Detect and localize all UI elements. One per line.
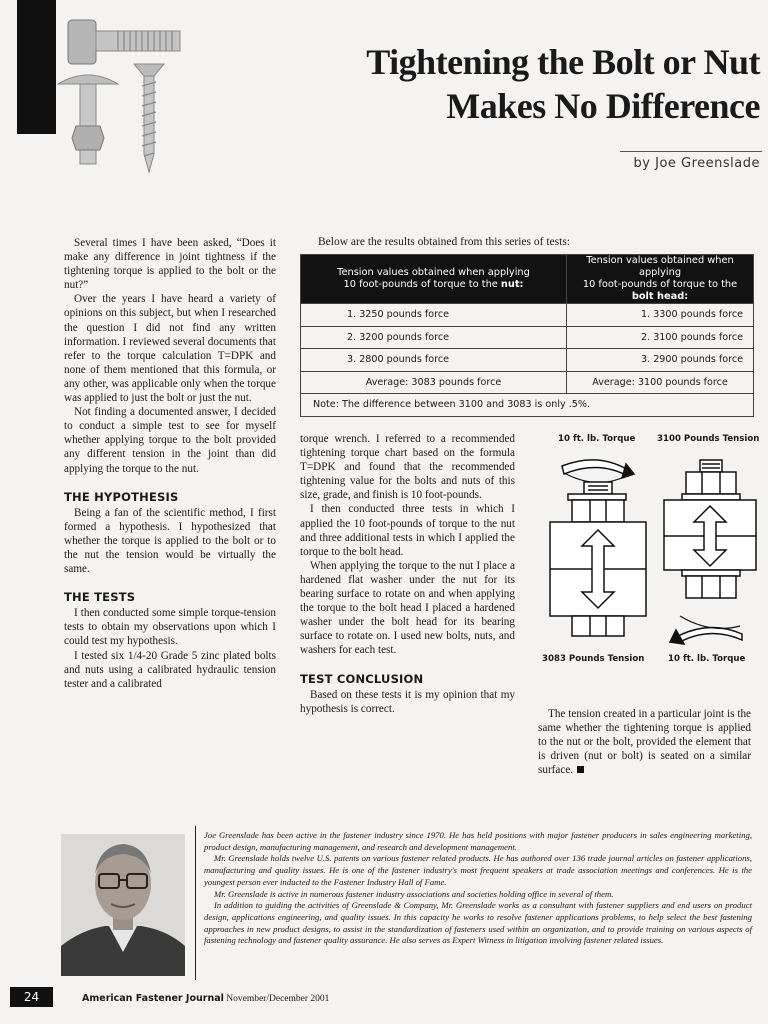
table-cell: 1. 3250 pounds force	[301, 304, 567, 327]
table-cell: 2. 3200 pounds force	[301, 326, 567, 349]
table-cell: 3. 2900 pounds force	[567, 349, 754, 372]
author-portrait-icon	[61, 834, 185, 976]
closing-paragraph: The tension created in a particular joint is the same whether the tightening torque is applied to the nut or the bolt, provided the element that is driven (nut or bolt) is seated on a similar surface.	[538, 708, 751, 777]
average-nut: Average: 3083 pounds force	[301, 371, 567, 394]
bio-paragraph: Joe Greenslade has been active in the fastener industry since 1970. He has held positions with major fastener producers in sales engineering marketing, product design, manufacturing management, and research and development management.	[204, 830, 752, 852]
bolt-joint-diagram-icon	[538, 430, 760, 670]
title-line-1: Tightening the Bolt or Nut	[366, 42, 760, 82]
paragraph: Based on these tests it is my opinion that my hypothesis is correct.	[300, 688, 515, 715]
label-tension-top: 3100 Pounds Tension	[657, 434, 760, 444]
end-of-article-icon	[577, 766, 584, 773]
label-torque-top: 10 ft. lb. Torque	[558, 434, 636, 444]
author-bio	[204, 830, 752, 947]
paragraph: torque wrench. I referred to a recommended tightening torque chart based on the formula T=DPK and found that the recommended tightening value for the bolts and nuts of this size, grade, and finish is 10 foot-pounds.	[300, 433, 515, 502]
paragraph: Not finding a documented answer, I decided to conduct a simple test to see for myself whether applying torque to the bolt provided any different tension in the joint than did applying the torque to the nut.	[64, 406, 276, 475]
header-black-bar	[17, 0, 56, 134]
fasteners-illustration-icon	[56, 14, 186, 174]
column-2	[300, 432, 515, 716]
label-torque-bottom: 10 ft. lb. Torque	[668, 654, 746, 664]
torque-tension-diagram	[538, 430, 760, 670]
label-tension-bottom: 3083 Pounds Tension	[542, 654, 645, 664]
bio-divider	[195, 826, 196, 980]
paragraph: I then conducted some simple torque-tension tests to obtain my observations upon which I could test my hypothesis.	[64, 607, 276, 648]
page-number: 24	[10, 987, 53, 1007]
column-1	[64, 236, 276, 691]
table-row	[301, 304, 754, 327]
bio-paragraph: Mr. Greenslade is active in numerous fastener industry associations and societies holding office in several of them.	[214, 888, 614, 899]
average-bolt: Average: 3100 pounds force	[567, 371, 754, 394]
issue-date: November/December 2001	[226, 994, 330, 1004]
bio-paragraph: In addition to guiding the activities of Greenslade & Company, Mr. Greenslade works as a consultant with fastener suppliers and end users on product design, applications engineering, and quality issues. In this capacity he works to resolve fastener applications problems, to help select the best fastening approaches in new product designs, to assist in the standardization of fasteners used within an organization, and to provide training on various aspects of fastening technology and fastener quality assurance. He also serves as Expert Witness in litigation involving fastener related issues.	[204, 900, 752, 946]
table-cell: 3. 2800 pounds force	[301, 349, 567, 372]
paragraph: I tested six 1/4-20 Grade 5 zinc plated bolts and nuts using a calibrated hydraulic tension tester and a calibrated	[64, 649, 276, 690]
table-row-average	[301, 371, 754, 394]
table-row	[301, 349, 754, 372]
section-heading-hypothesis: THE HYPOTHESIS	[64, 489, 179, 504]
table-row	[301, 326, 754, 349]
table-intro: Below are the results obtained from this series of tests:	[318, 236, 570, 248]
table-cell: 2. 3100 pounds force	[567, 326, 754, 349]
author-photo	[61, 834, 185, 976]
paragraph: Over the years I have heard a variety of opinions on this subject, but when I researched the question I did not find any written information. I reviewed several documents that refer to the torque calculation T=DPK and none of them mentioned that this formula, or any other, was applicable only when the torque was applied to just the bolt or just the nut.	[64, 293, 276, 405]
article-title	[200, 40, 760, 128]
footer	[82, 993, 329, 1004]
byline-rule	[620, 151, 762, 152]
title-line-2: Makes No Difference	[446, 86, 760, 126]
paragraph: Being a fan of the scientific method, I first formed a hypothesis. I hypothesized that whether the torque is applied to the bolt or to the nut the tension would be virtually the same.	[64, 506, 276, 576]
section-heading-conclusion: TEST CONCLUSION	[300, 671, 424, 686]
paragraph: When applying the torque to the nut I place a hardened flat washer under the nut for its bearing surface to rotate on and when applying the torque to the bolt head I placed a hardened washer under the bolt head for its bearing surface to rotate on. I used new bolts, nuts, and washers for each test.	[300, 559, 515, 657]
paragraph: I then conducted three tests in which I applied the 10 foot-pounds of torque to the nut and three additional tests in which I applied the torque to the bolt head.	[300, 503, 515, 558]
byline: by Joe Greenslade	[633, 156, 760, 171]
section-heading-tests: THE TESTS	[64, 590, 136, 605]
paragraph: Several times I have been asked, “Does it make any difference in joint tightness if the tightening torque is applied to the bolt or the nut?”	[64, 237, 276, 292]
header-nut: Tension values obtained when applying 10 foot-pounds of torque to the nut:	[301, 255, 567, 304]
results-table	[300, 254, 754, 417]
header-bolt: Tension values obtained when applying 10 foot-pounds of torque to the bolt head:	[567, 255, 754, 304]
table-cell: 1. 3300 pounds force	[567, 304, 754, 327]
table-header-row	[301, 255, 754, 304]
journal-name: American Fastener Journal	[82, 993, 224, 1004]
bio-paragraph: Mr. Greenslade holds twelve U.S. patents on various fastener related products. He has authored over 136 trade journal articles on fastener applications, manufacturing and quality issues. He is one of the fastener industry's most frequent speakers at trade association meetings and conferences. He is the youngest person ever inducted to the Fastener Industry Hall of Fame.	[204, 853, 752, 887]
column-3	[538, 707, 751, 777]
table-row-note	[301, 394, 754, 417]
table-note: Note: The difference between 3100 and 3083 is only .5%.	[301, 394, 754, 417]
